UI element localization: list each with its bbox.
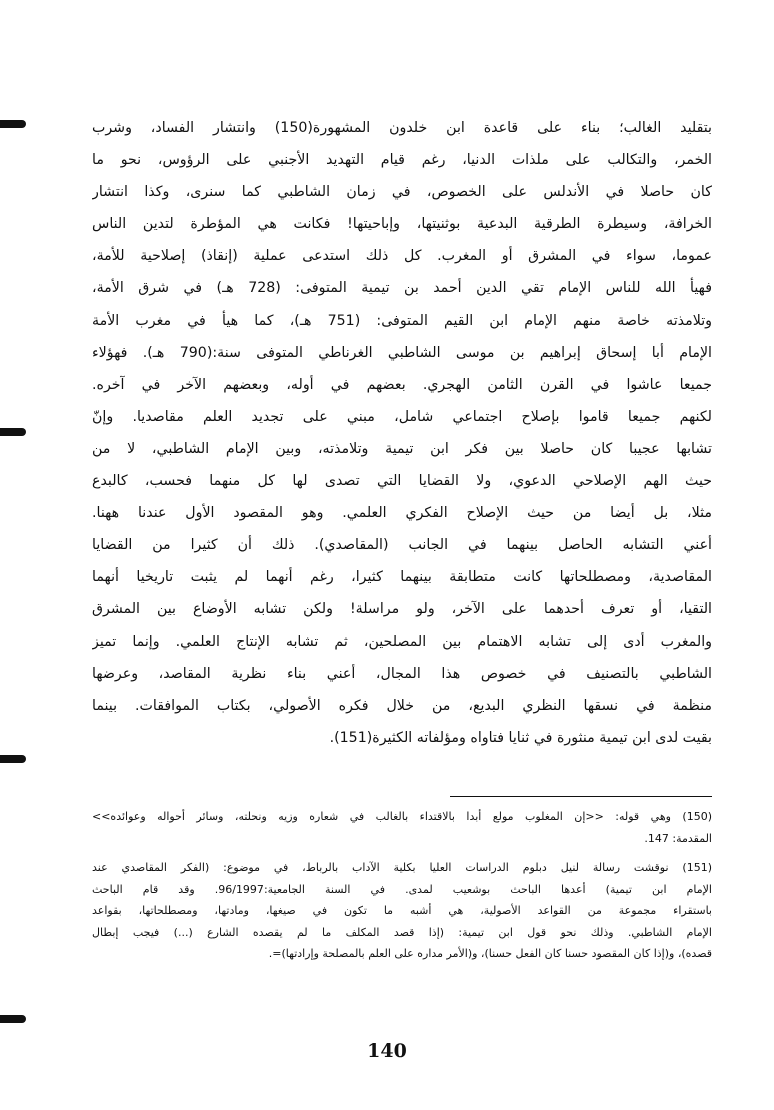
body-line: الخرافة، وسيطرة الطرقية البدعية بوثنيتها، وإباحيتها! فكانت هي المؤطرة لتدين الناس [92, 216, 712, 233]
margin-mark-3 [0, 755, 26, 763]
body-line: أعني التشابه الحاصل بينهما في الجانب (المقاصدي). ذلك أن كثيرا من القضايا [92, 537, 712, 554]
margin-mark-1 [0, 120, 26, 128]
body-line: حيث الهم الإصلاحي الدعوي، ولا القضايا التي تصدى لها كل منهما فحسب، كالبدع [92, 473, 712, 490]
body-line: التقيا، أو تعرف أحدهما على الآخر، ولو مراسلة! ولكن تشابه الأوضاع بين المشرق [92, 601, 712, 618]
body-line: الخمر، والتكالب على ملذات الدنيا، رغم قيام التهديد الأجنبي على الرؤوس، نحو ما [92, 152, 712, 169]
body-line: الشاطبي بالتصنيف في خصوص هذا المجال، أعني بناء نظرية المقاصد، وعرضها [92, 665, 712, 682]
footnote-line: المقدمة: 147. [644, 831, 712, 845]
body-line: جميعا عاشوا في القرن الثامن الهجري. بعضهم في أوله، وبعضهم الآخر في آخره. [92, 376, 712, 393]
main-body-text [92, 112, 712, 754]
page-number: 140 [367, 1040, 407, 1062]
margin-mark-4 [0, 1015, 26, 1023]
body-line: مثلا، بل أيضا من حيث الإصلاح الفكري العلمي. وهو المقصود الأول عندنا ههنا. [92, 505, 712, 522]
footnote-151 [92, 857, 712, 965]
footnote-line: قصده)، و(إذا كان المقصود حسنا كان الفعل حسنا)، و(الأمر مداره على العلم بالمصلحة وإرادتها)=. [268, 947, 712, 960]
body-line: تشابها عجيبا كان حاصلا بين فكر ابن تيمية وتلامذته، وبين الإمام الشاطبي، لا من [92, 440, 712, 457]
body-line: منظمة في نسقها النظري البديع، من خلال فكره الأصولي، بكتاب الموافقات. بينما [92, 697, 712, 714]
footnote-line: الإمام ابن تيمية) أعدها الباحث بوشعيب لمدى. في السنة الجامعية:96/1997. وقد قام الباحث [92, 882, 712, 896]
body-line: الإمام أبا إسحاق إبراهيم بن موسى الشاطبي الغرناطي المتوفى سنة:(790 هـ). فهؤلاء [92, 344, 712, 361]
body-line: عموما، سواء في المشرق أو المغرب. كل ذلك استدعى عملية (إنقاذ) إصلاحية للأمة، [92, 248, 712, 265]
body-line: لكنهم جميعا قاموا بإصلاح اجتماعي شامل، مبني على تجديد العلم مقاصديا. وإنّ [92, 408, 712, 425]
body-line: المقاصدية، ومصطلحاتها كانت متطابقة بينهما كثيرا، رغم أنهما لم يثبت تاريخيا أنهما [92, 569, 712, 586]
body-line: بتقليد الغالب؛ بناء على قاعدة ابن خلدون المشهورة(150) وانتشار الفساد، وشرب [92, 120, 712, 136]
body-line: كان حاصلا في الأندلس على الخصوص، في زمان الشاطبي كما سنرى، وكذا انتشار [92, 184, 712, 201]
body-line: وتلامذته خاصة منهم الإمام ابن القيم المتوفى: (751 هـ)، كما هيأ في مغرب الأمة [92, 312, 712, 329]
footnote-line: باستقراء مجموعة من القواعد الأصولية، هي أشبه ما تكون في صيغها، ومادتها، ومصطلحاتها، بقواعد [92, 904, 712, 917]
margin-mark-2 [0, 428, 26, 436]
body-line: بقيت لدى ابن تيمية منثورة في ثنايا فتاواه ومؤلفاته الكثيرة(151). [329, 729, 712, 746]
footnotes-section [92, 806, 712, 973]
footnote-line: (150) وهي قوله: <<إن المغلوب مولع أبدا بالاقتداء بالغالب في شعاره وزيه ونحلته، وسائر أحواله وعوائده>> [92, 810, 712, 823]
body-line: فهيأ الله للناس الإمام تقي الدين أحمد بن تيمية المتوفى: (728 هـ) في شرق الأمة، [92, 280, 712, 297]
footnote-150 [92, 806, 712, 849]
body-line: والمغرب أدى إلى تشابه الاهتمام بين المصلحين، ثم تشابه الإنتاج العلمي. وإنما تميز [92, 633, 712, 650]
footnote-line: (151) نوقشت رسالة لنيل دبلوم الدراسات العليا بكلية الآداب بالرباط، في موضوع: (الفكر المقاصدي عند [92, 861, 712, 874]
footnote-divider [450, 796, 712, 797]
footnote-line: الإمام الشاطبي. وذلك نحو قول ابن تيمية: (إذا قصد المكلف ما لم يقصده الشارع (...) فيجب إبطال [92, 925, 712, 939]
